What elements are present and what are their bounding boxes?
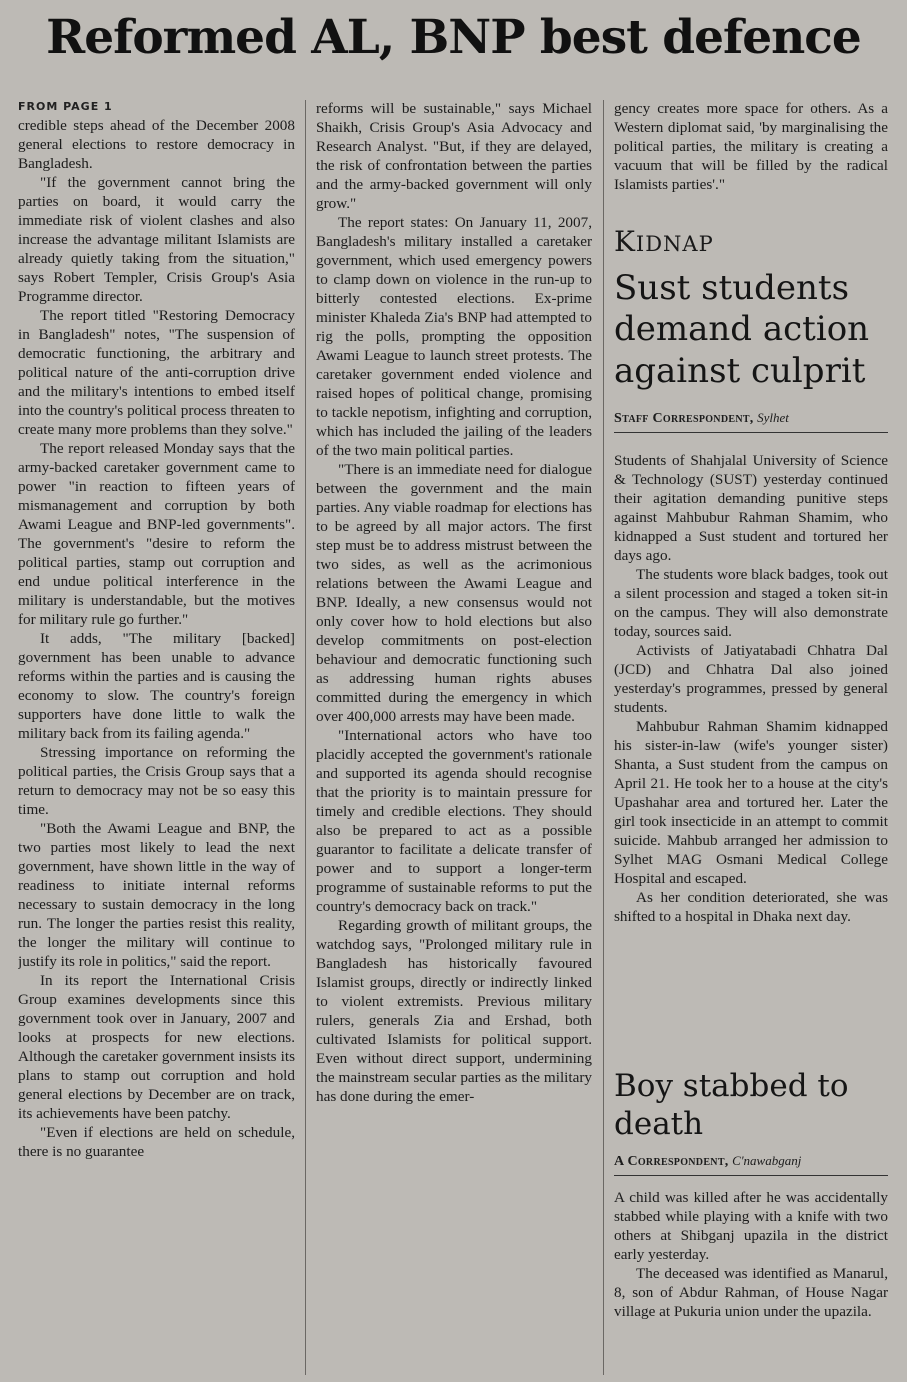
kidnap-section-tag bbox=[614, 225, 714, 258]
column-rule-1 bbox=[305, 100, 306, 1375]
page-headline: Reformed AL, BNP best defence bbox=[46, 10, 861, 65]
kidnap-story-body bbox=[614, 451, 888, 1051]
paragraph: As her condition deteriorated, she was shifted to a hospital in Dhaka next day. bbox=[614, 889, 888, 925]
paragraph: The deceased was identified as Manarul, 8, son of Abdur Rahman, of House Nagar village at Pukuria union under the upazila. bbox=[614, 1265, 888, 1320]
paragraph: The report released Monday says that the army-backed caretaker government came to power "in reaction to fifteen years of mismanagement and corruption by both Awami League and BNP-led governments". The government's "desire to reform the political parties, stamp out corruption and end undue political interference in the military is understandable, but the motives for military rule go further." bbox=[18, 440, 295, 628]
paragraph: reforms will be sustainable," says Michael Shaikh, Crisis Group's Asia Advocacy and Research Analyst. "But, if they are delayed, the risk of confrontation between the parties and the army-backed government will only grow." bbox=[316, 100, 592, 212]
paragraph: credible steps ahead of the December 2008 general elections to restore democracy in Bangladesh. bbox=[18, 117, 295, 172]
byline-author: Staff Correspondent, bbox=[614, 411, 754, 426]
paragraph: The report states: On January 11, 2007, Bangladesh's military installed a caretaker government, which used emergency powers to clamp down on violence in the run-up to bitterly contested elections. Ex-prime minister Khaleda Zia's BNP had attempted to rig the polls, prompting the opposition Awami League to launch street protests. The caretaker government ended violence and raised hopes of political change, promising to tackle nepotism, infighting and corruption, which has included the jailing of the leaders of the two main political parties. bbox=[316, 214, 592, 459]
kidnap-tag-rest: IDNAP bbox=[635, 232, 714, 256]
paragraph: "Both the Awami League and BNP, the two parties most likely to lead the next government, have shown little in the way of readiness to initiate internal reforms necessary to sustain democracy in the long run. The longer the parties resist this reality, the longer the military will continue to justify its role in politics," said the report. bbox=[18, 820, 295, 970]
paragraph: gency creates more space for others. As a Western diplomat said, 'by marginalising the political parties, the military is creating a vacuum that will be filled by the radical Islamists parties'." bbox=[614, 100, 888, 193]
kidnap-tag-initial: K bbox=[614, 225, 636, 258]
paragraph: Stressing importance on reforming the political parties, the Crisis Group says that a return to democracy may not be so easy this time. bbox=[18, 744, 295, 818]
paragraph: "Even if elections are held on schedule, there is no guarantee bbox=[18, 1124, 295, 1160]
paragraph: It adds, "The military [backed] government has been unable to advance reforms within the parties and is causing the economy to slow. The country's foreign supporters have done little to walk the military back from its failing agenda." bbox=[18, 630, 295, 742]
main-story-column-2 bbox=[316, 99, 592, 1379]
byline-location: C'nawabganj bbox=[732, 1153, 802, 1168]
main-story-column-3 bbox=[614, 99, 888, 215]
kidnap-byline bbox=[614, 410, 888, 433]
boy-story-headline: Boy stabbed to death bbox=[614, 1068, 849, 1142]
column-rule-2 bbox=[603, 100, 604, 1375]
byline-location: Sylhet bbox=[757, 410, 789, 425]
paragraph: Regarding growth of militant groups, the watchdog says, "Prolonged military rule in Bangladesh has historically favoured Islamist groups, directly or indirectly linked to violent extremists. Previous military rulers, generals Zia and Ershad, both cultivated Islamists for political support. Even without direct support, undermining the mainstream secular parties as the military has done during the emer- bbox=[316, 917, 592, 1105]
main-story-column-1 bbox=[18, 116, 295, 1378]
paragraph: In its report the International Crisis Group examines developments since this government took over in January, 2007 and looks at prospects for new elections. Although the caretaker government insists its plans to stamp out corruption and hold general elections by December are on track, its achievements have been patchy. bbox=[18, 972, 295, 1122]
paragraph: A child was killed after he was accidentally stabbed while playing with a knife with two others at Shibganj upazila in the district early yesterday. bbox=[614, 1189, 888, 1263]
paragraph: Mahbubur Rahman Shamim kidnapped his sister-in-law (wife's younger sister) Shanta, a Sust student from the campus on April 21. He took her to a house at the city's Upashahar area and tortured her. Later the girl took insecticide in an attempt to commit suicide. Mahbub arranged her admission to Sylhet MAG Osmani Medical College Hospital and escaped. bbox=[614, 718, 888, 887]
paragraph: The students wore black badges, took out a silent procession and staged a token sit-in on the campus. They will also demonstrate today, sources said. bbox=[614, 566, 888, 640]
paragraph: The report titled "Restoring Democracy in Bangladesh" notes, "The suspension of democratic functioning, the arbitrary and political nature of the anti-corruption drive and the military's intentions to embed itself into the country's political process threaten to create many more problems than they solve." bbox=[18, 307, 295, 438]
kidnap-story-headline: Sust students demand action against culprit bbox=[614, 268, 870, 391]
paragraph: "There is an immediate need for dialogue between the government and the main parties. Any viable roadmap for elections has to be agreed by all major actors. The first step must be to address mistrust between the two sides, as well as the acrimonious relations between the Awami League and BNP. Ideally, a new consensus would not only cover how to hold elections but also develop commitments on post-election behaviour and democratic functioning such as addressing human rights abuses committed during the emergency in which over 400,000 arrests may have been made. bbox=[316, 461, 592, 725]
boy-story-body bbox=[614, 1188, 888, 1378]
paragraph: "If the government cannot bring the parties on board, it would carry the immediate risk of violent clashes and also increase the advantage militant Islamists are already quietly taking from the situation," says Robert Templer, Crisis Group's Asia Programme director. bbox=[18, 174, 295, 305]
paragraph: "International actors who have too placidly accepted the government's rationale and supported its agenda should recognise that the priority is to maintain pressure for timely and credible elections. They should also be prepared to act as a possible guarantor to facilitate a delicate transfer of power and to support a longer-term programme of sustainable reforms to put the country's democracy back on track." bbox=[316, 727, 592, 915]
paragraph: Activists of Jatiyatabadi Chhatra Dal (JCD) and Chhatra Dal also joined yesterday's programmes, pressed by general students. bbox=[614, 642, 888, 716]
paragraph: Students of Shahjalal University of Science & Technology (SUST) yesterday continued their agitation demanding punitive steps against Mahbubur Rahman Shamim, who kidnapped a Sust student and tortured her days ago. bbox=[614, 452, 888, 564]
from-page-kicker: FROM PAGE 1 bbox=[18, 100, 113, 113]
boy-byline bbox=[614, 1153, 888, 1176]
byline-author: A Correspondent, bbox=[614, 1154, 729, 1169]
